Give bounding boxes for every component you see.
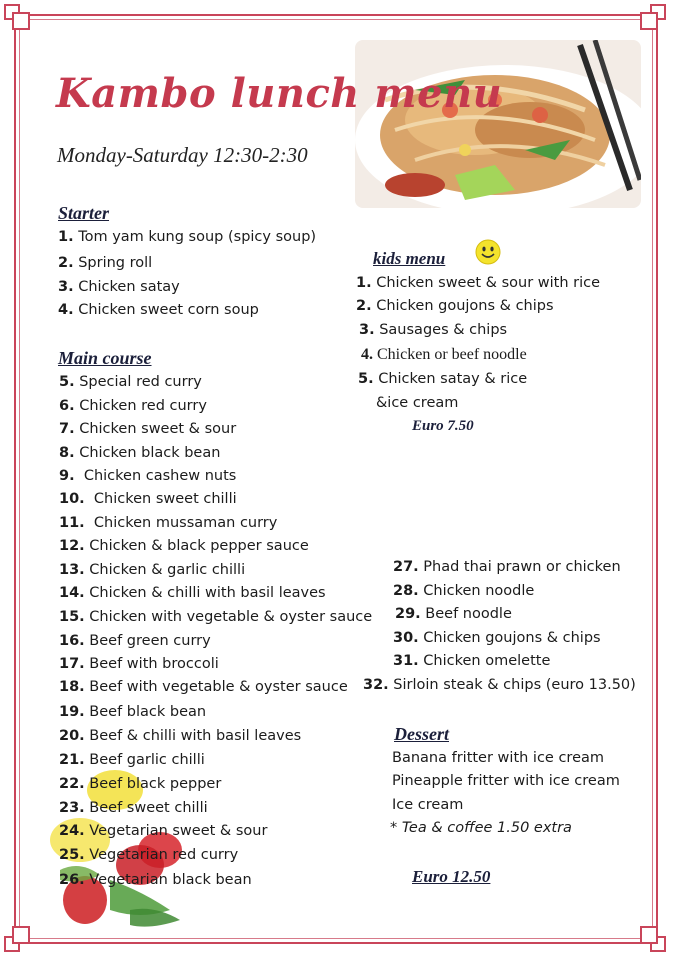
list-item: 9. Chicken cashew nuts [59,468,237,484]
list-item: Banana fritter with ice cream [392,750,604,766]
list-item: 3. Sausages & chips [359,322,508,338]
list-item: 32. Sirloin steak & chips (euro 13.50) [363,677,636,693]
dessert-heading: Dessert [394,724,449,744]
main-course-heading: Main course [58,348,152,368]
list-item: 22. Beef black pepper [59,776,222,792]
list-item: 23. Beef sweet chilli [59,800,208,816]
list-item: 7. Chicken sweet & sour [59,421,237,437]
list-item: 1. Chicken sweet & sour with rice [356,275,601,291]
list-item: 30. Chicken goujons & chips [393,630,601,646]
list-item: 15. Chicken with vegetable & oyster sauce [59,609,373,625]
list-item: 25. Vegetarian red curry [59,847,239,863]
menu-title: Kambo lunch menu [56,70,503,117]
lunch-price: Euro 12.50 [412,867,491,886]
list-item: 10. Chicken sweet chilli [59,491,237,507]
corner-ornament [4,920,38,954]
smiley-icon [474,238,502,266]
list-item: Pineapple fritter with ice cream [392,773,620,789]
list-item: 8. Chicken black bean [59,445,221,461]
list-item: 1. Tom yam kung soup (spicy soup) [58,229,317,245]
list-item: 4. Chicken sweet corn soup [58,302,259,318]
list-item: 12. Chicken & black pepper sauce [59,538,309,554]
list-item: 13. Chicken & garlic chilli [59,562,246,578]
list-item: 5. Special red curry [59,374,202,390]
corner-ornament [4,4,38,38]
list-item: 3. Chicken satay [58,279,180,295]
starter-heading: Starter [58,203,110,223]
list-item: 14. Chicken & chilli with basil leaves [59,585,326,601]
list-item: 27. Phad thai prawn or chicken [393,559,621,575]
list-item: 21. Beef garlic chilli [59,752,205,768]
list-item: 26. Vegetarian black bean [59,872,252,888]
list-item: 17. Beef with broccoli [59,656,219,672]
list-item: 31. Chicken omelette [393,653,551,669]
list-item: 20. Beef & chilli with basil leaves [59,728,302,744]
corner-ornament [634,4,668,38]
list-item: 18. Beef with vegetable & oyster sauce [59,679,348,695]
list-item: 6. Chicken red curry [59,398,207,414]
list-item: Ice cream [392,797,464,813]
opening-hours: Monday-Saturday 12:30-2:30 [57,143,308,167]
list-item: 28. Chicken noodle [393,583,535,599]
list-item: 2. Chicken goujons & chips [356,298,554,314]
list-item: 24. Vegetarian sweet & sour [59,823,268,839]
list-item: 11. Chicken mussaman curry [59,515,278,531]
list-item: 5. Chicken satay & rice [358,371,528,387]
list-item: 2. Spring roll [58,255,153,271]
pad-thai-photo [355,40,641,208]
list-item: 19. Beef black bean [59,704,207,720]
list-item: 29. Beef noodle [395,606,512,622]
corner-ornament [634,920,668,954]
kids-menu-heading: kids menu [373,249,446,268]
tea-coffee-note: * Tea & coffee 1.50 extra [390,820,572,836]
list-item: &ice cream [376,395,459,411]
list-item: 16. Beef green curry [59,633,211,649]
list-item: 4. Chicken or beef noodle [361,346,527,363]
kids-price: Euro 7.50 [412,418,474,434]
